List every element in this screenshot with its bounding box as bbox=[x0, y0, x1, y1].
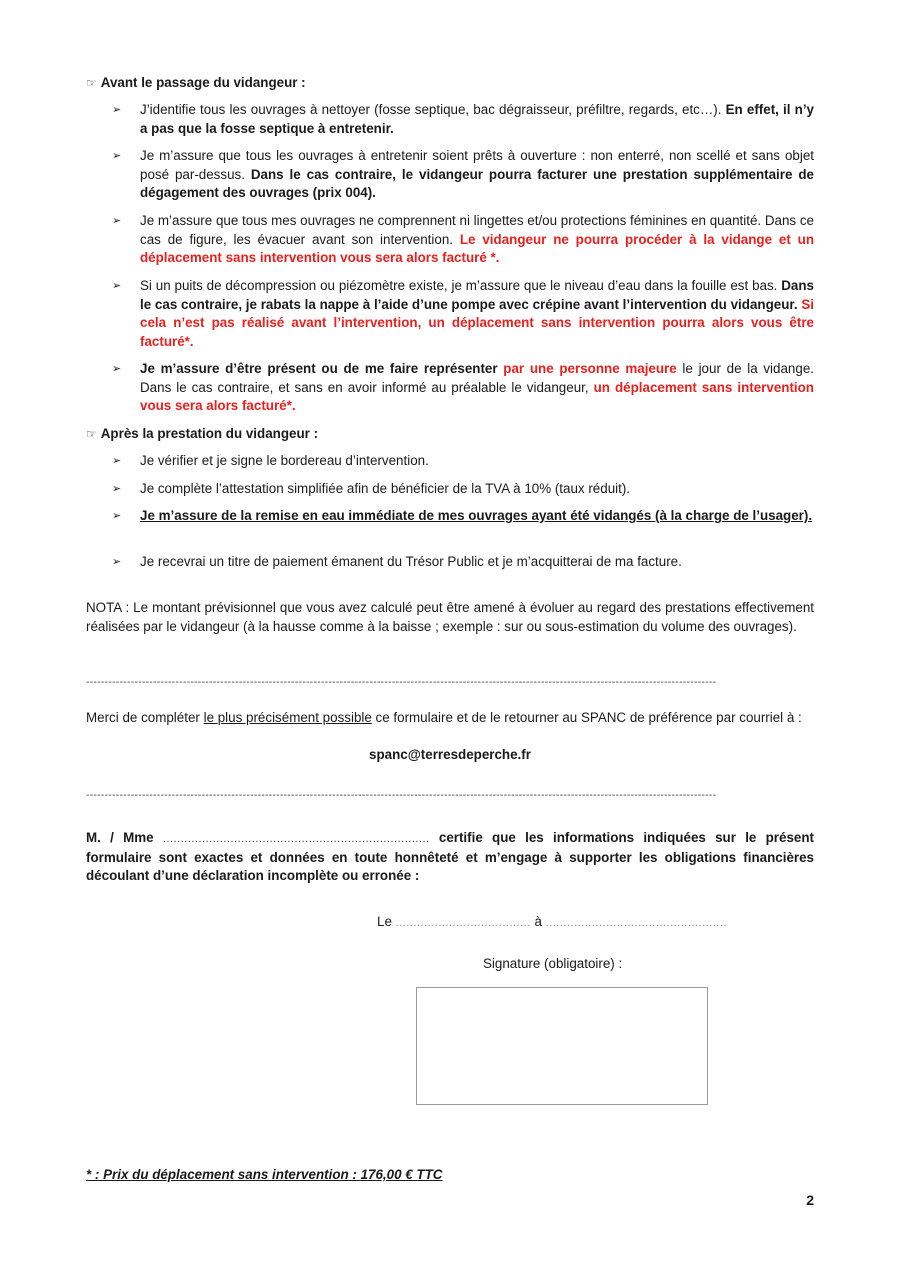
hand-pointer-icon: ☞ bbox=[86, 427, 97, 441]
place-date-line: Le ...................................... à ................................................... bbox=[377, 914, 728, 929]
name-fill-field[interactable]: ........................................................................... bbox=[162, 833, 430, 845]
arrow-bullet-icon: ➢ bbox=[112, 104, 122, 116]
list-item: ➢ Je m’assure d’être présent ou de me faire représenter par une personne majeure le jour de la vidange. Dans le cas contraire, et sans en avoir informé au préalable le vidangeur, un déplacement sans intervention vous sera alors facturé*. bbox=[112, 361, 814, 413]
contact-email[interactable]: spanc@terresdeperche.fr bbox=[369, 747, 531, 762]
section-heading-before: ☞ Avant le passage du vidangeur : bbox=[86, 75, 306, 90]
signature-label: Signature (obligatoire) : bbox=[483, 956, 623, 971]
footnote: * : Prix du déplacement sans intervention : 176,00 € TTC bbox=[86, 1167, 443, 1182]
list-item: ➢ Je m’assure de la remise en eau immédiate de mes ouvrages ayant été vidangés (à la charge de l’usager). bbox=[112, 507, 814, 526]
arrow-bullet-icon: ➢ bbox=[112, 280, 122, 292]
arrow-bullet-icon: ➢ bbox=[112, 150, 122, 162]
date-fill-field[interactable]: ...................................... bbox=[395, 917, 531, 929]
place-fill-field[interactable]: ................................................... bbox=[545, 917, 728, 929]
list-item: ➢ Je vérifier et je signe le bordereau d’intervention. bbox=[112, 452, 814, 471]
page-number: 2 bbox=[806, 1192, 814, 1208]
arrow-bullet-icon: ➢ bbox=[112, 510, 122, 522]
arrow-bullet-icon: ➢ bbox=[112, 455, 122, 467]
nota-paragraph: NOTA : Le montant prévisionnel que vous avez calculé peut être amené à évoluer au regard des prestations effectivement réalisées par le vidangeur (à la hausse comme à la baisse ; exemple : sur ou sous-estimation du volume des ouvrages). bbox=[86, 600, 814, 634]
arrow-bullet-icon: ➢ bbox=[112, 215, 122, 227]
hand-pointer-icon: ☞ bbox=[86, 76, 97, 90]
section-heading-after: ☞ Après la prestation du vidangeur : bbox=[86, 426, 319, 441]
list-item: ➢ Je complète l’attestation simplifiée afin de bénéficier de la TVA à 10% (taux réduit). bbox=[112, 480, 814, 499]
arrow-bullet-icon: ➢ bbox=[112, 483, 122, 495]
signature-box[interactable] bbox=[416, 987, 708, 1105]
list-item: ➢ J’identifie tous les ouvrages à nettoyer (fosse septique, bac dégraisseur, préfiltre, regards, etc…). En effet, il n’y a pas que la fosse septique à entretenir. bbox=[112, 102, 814, 136]
list-item: ➢ Je m’assure que tous les ouvrages à entretenir soient prêts à ouverture : non enterré, non scellé et sans objet posé par-dessus. Dans le cas contraire, le vidangeur pourra facturer une prestation supplémentaire de dégagement des ouvrages (prix 004). bbox=[112, 148, 814, 200]
list-item: ➢ Je recevrai un titre de paiement émanent du Trésor Public et je m’acquitterai de ma facture. bbox=[112, 553, 814, 572]
separator-line: ------------------------------------------------------------------------------------------------------------------------------------------------------------------------- bbox=[86, 790, 717, 801]
arrow-bullet-icon: ➢ bbox=[112, 363, 122, 375]
contact-paragraph: Merci de compléter le plus précisément possible ce formulaire et de le retourner au SPANC de préférence par courriel à : bbox=[86, 710, 802, 725]
list-item: ➢ Je m’assure que tous mes ouvrages ne comprennent ni lingettes et/ou protections féminines en quantité. Dans ce cas de figure, les évacuer avant son intervention. Le vidangeur ne pourra procéder à la vidange et un déplacement sans intervention vous sera alors facturé *. bbox=[112, 213, 815, 265]
separator-line: ------------------------------------------------------------------------------------------------------------------------------------------------------------------------- bbox=[86, 677, 717, 688]
arrow-bullet-icon: ➢ bbox=[112, 556, 122, 568]
list-item: ➢ Si un puits de décompression ou piézomètre existe, je m’assure que le niveau d’eau dans la fouille est bas. Dans le cas contraire, je rabats la nappe à l’aide d’une pompe avec crépine avant l’intervention du vidangeur. Si cela n’est pas réalisé avant l’intervention, un déplacement sans intervention pourra alors vous être facturé*. bbox=[112, 278, 814, 349]
certification-paragraph: M. / Mme ........................................................................... certifie que les informations indiquées sur le présent formulaire sont exactes et données en toute honnêteté et m’engage à supporter les obligations financières découlant d’une déclaration incomplète ou erronée : bbox=[86, 830, 814, 883]
